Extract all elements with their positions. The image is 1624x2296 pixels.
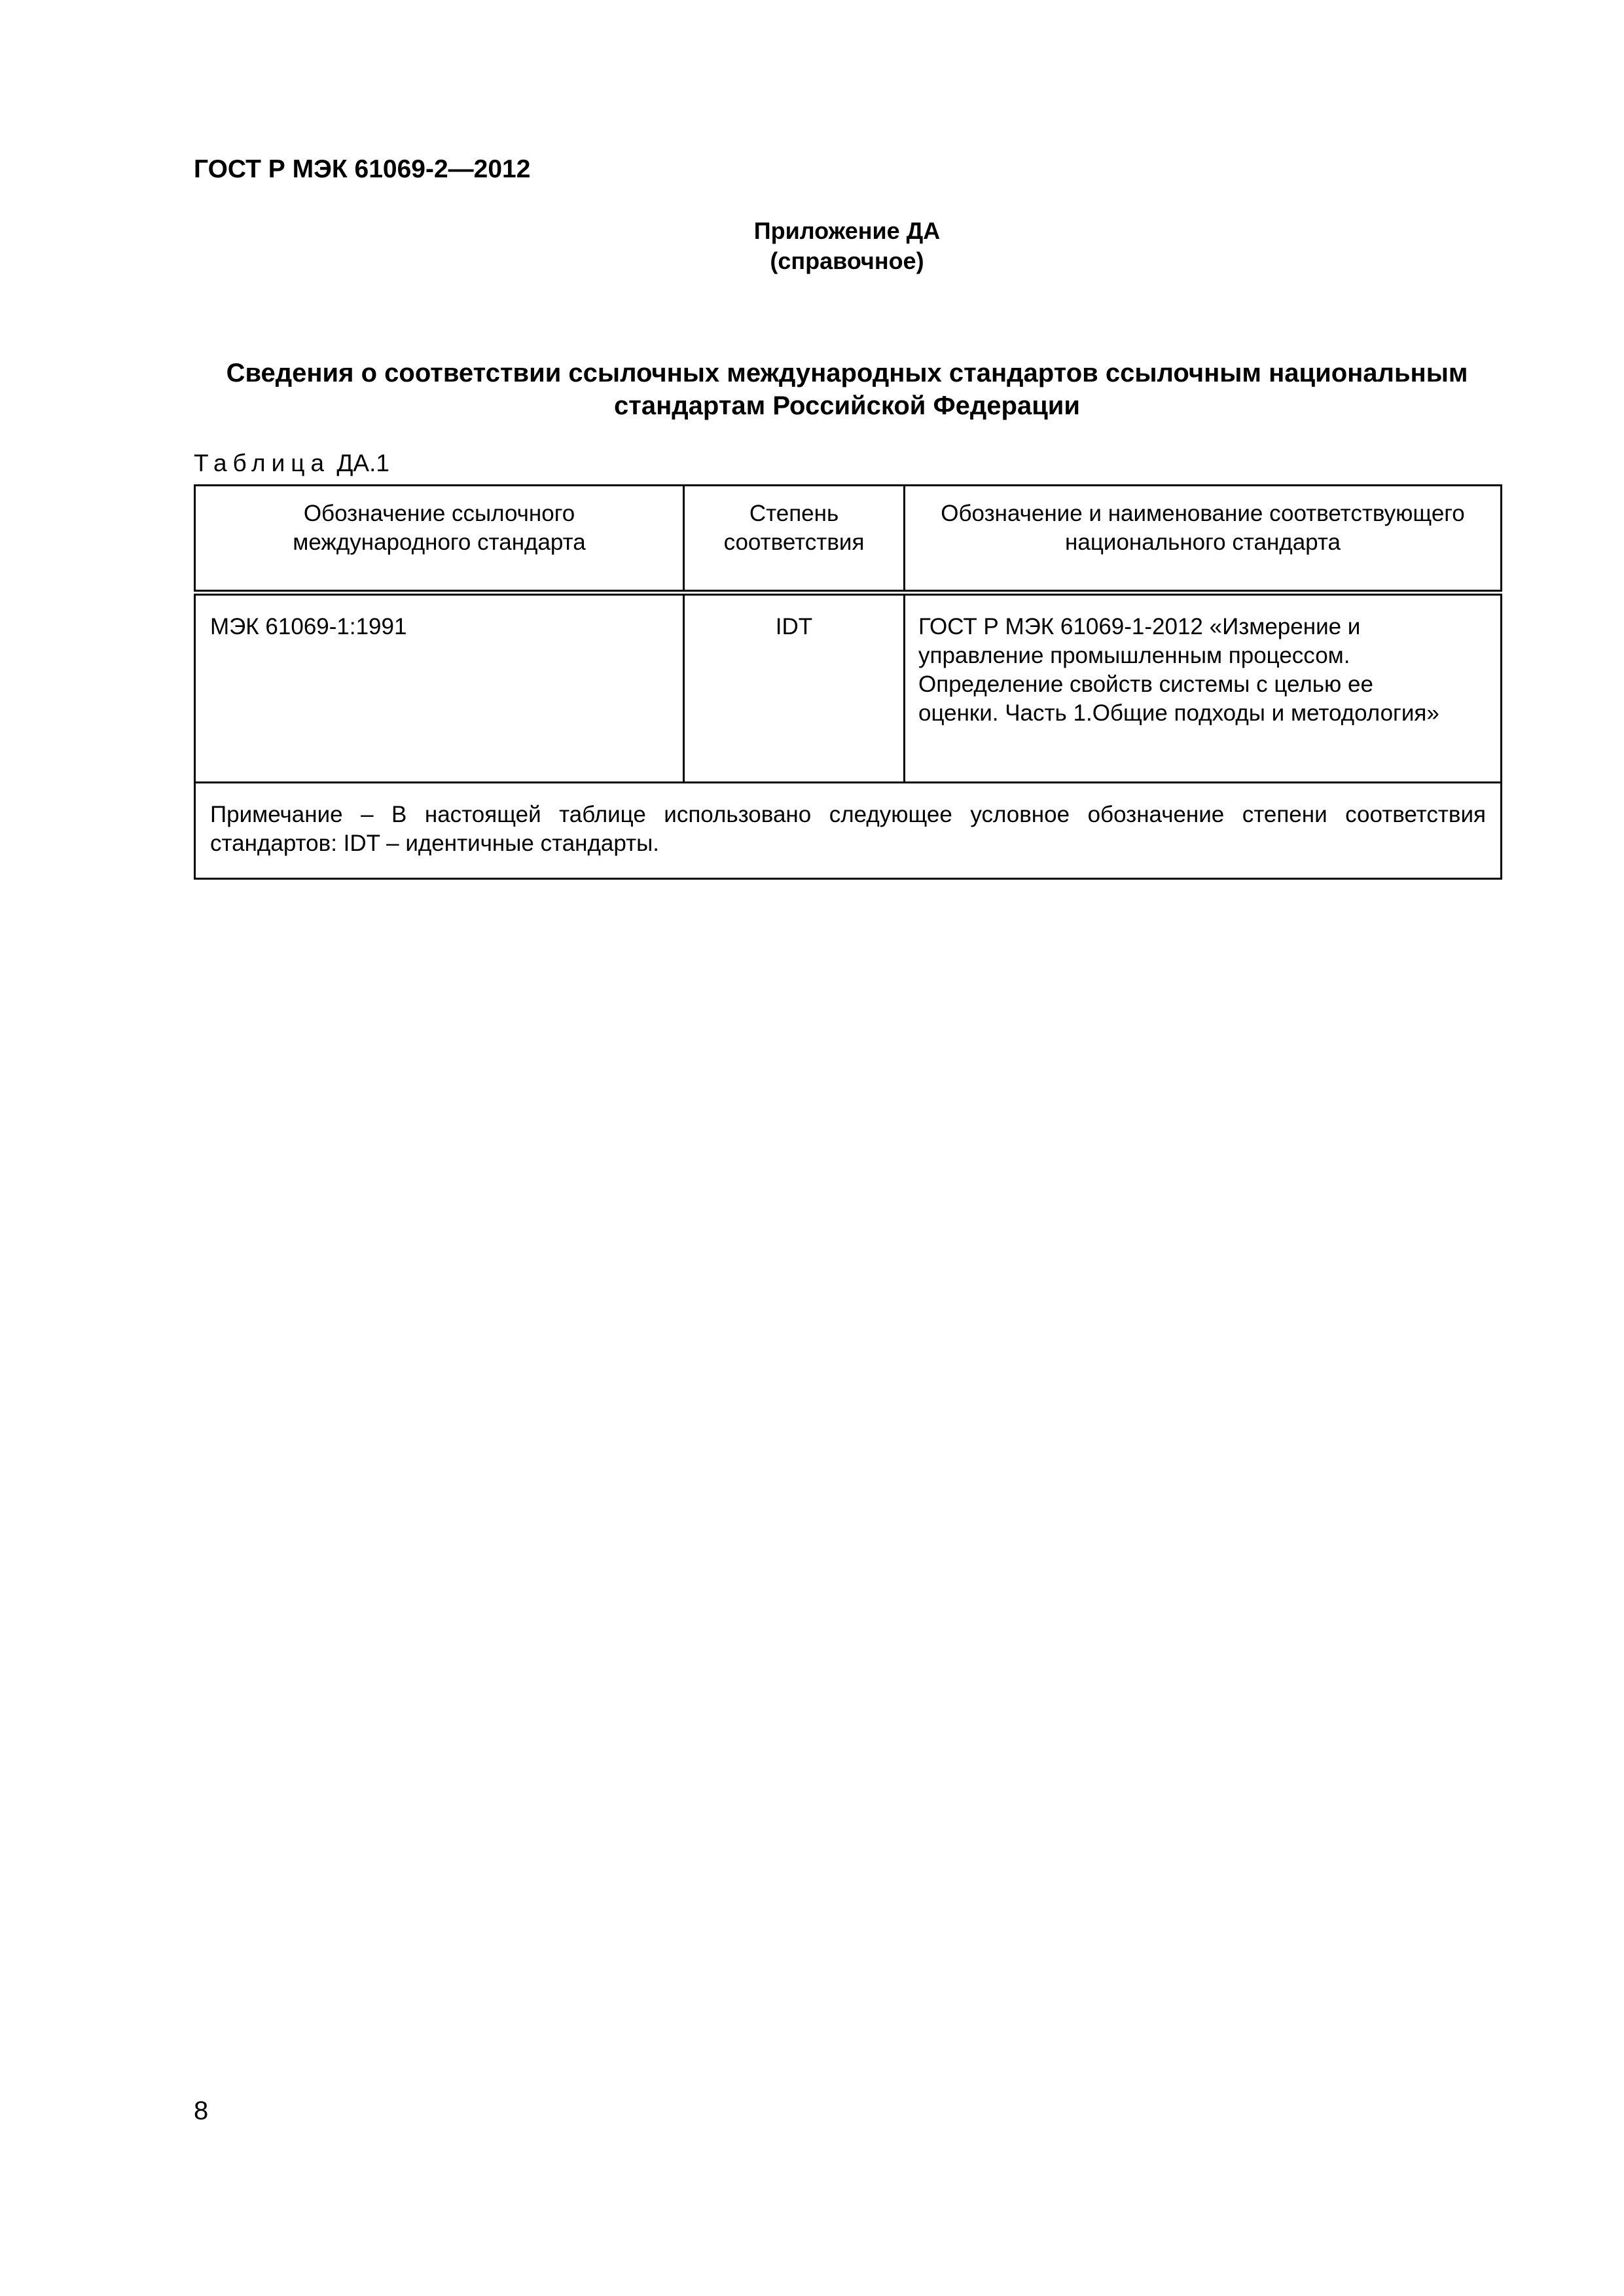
page-number: 8 (194, 2096, 209, 2125)
annex-title: Приложение ДА (753, 217, 941, 244)
table-caption-number: ДА.1 (336, 450, 389, 476)
header-degree (684, 486, 905, 593)
cell-national-standard-line-2: управление промышленным процессом. (918, 643, 1350, 668)
cell-national-standard-line-3: Определение свойств системы с целью ее (918, 672, 1373, 697)
header-national-standard (905, 486, 1502, 593)
table-caption-word: Таблица (194, 450, 331, 476)
annex-heading (194, 216, 1500, 276)
section-title-line-2: стандартам Российской Федерации (614, 391, 1080, 420)
cell-national-standard-line-1: ГОСТ Р МЭК 61069-1-2012 «Измерение и (918, 614, 1361, 639)
annex-status: (справочное) (770, 247, 924, 274)
section-title-line-1: Сведения о соответствии ссылочных международных стандартов ссылочным национальным (226, 359, 1468, 387)
header-intl-standard-line-2: международного стандарта (293, 529, 586, 555)
table-caption (194, 448, 389, 478)
header-intl-standard-line-1: Обозначение ссылочного (303, 501, 575, 526)
cell-national-standard (905, 593, 1502, 783)
table-row (195, 593, 1502, 783)
header-degree-line-2: соответствия (723, 529, 865, 555)
section-title (194, 357, 1500, 422)
document-code: ГОСТ Р МЭК 61069-2—2012 (194, 155, 531, 183)
table-header-row (195, 486, 1502, 593)
cell-national-standard-line-4: оценки. Часть 1.Общие подходы и методология» (918, 700, 1439, 726)
cell-intl-standard: МЭК 61069-1:1991 (195, 593, 684, 783)
standards-correspondence-table (194, 484, 1502, 880)
table-note: Примечание – В настоящей таблице использовано следующее условное обозначение степени соответствия стандартов: IDT – идентичные стандарты. (195, 783, 1502, 879)
header-national-standard-line-1: Обозначение и наименование соответствующего (941, 501, 1465, 526)
header-degree-line-1: Степень (749, 501, 839, 526)
table-note-row (195, 783, 1502, 879)
header-intl-standard (195, 486, 684, 593)
cell-degree: IDT (684, 593, 905, 783)
header-national-standard-line-2: национального стандарта (1065, 529, 1341, 555)
